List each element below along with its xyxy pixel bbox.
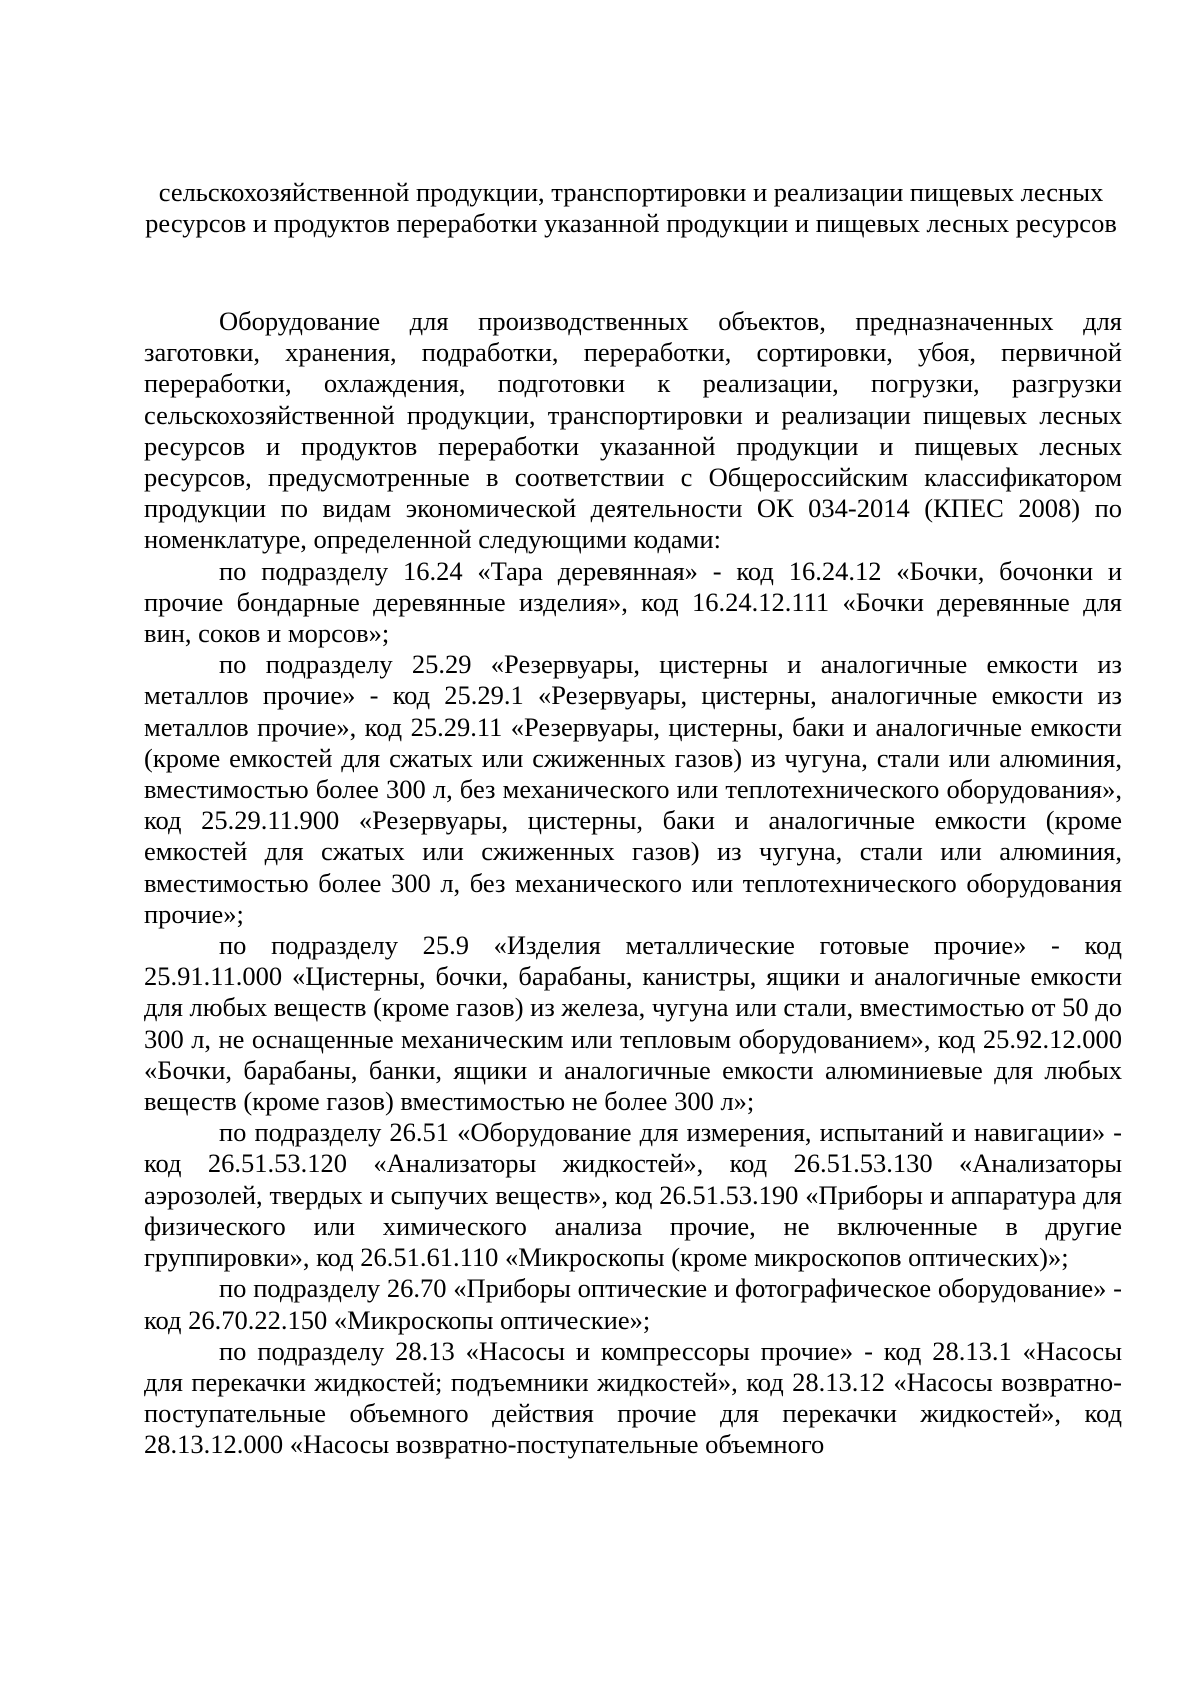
document-body	[144, 306, 1122, 1461]
paragraph-16-24: по подразделу 16.24 «Тара деревянная» - код 16.24.12 «Бочки, бочонки и прочие бондарные деревянные изделия», код 16.24.12.111 «Бочки деревянные для вин, соков и морсов»;	[144, 555, 1122, 649]
paragraph-25-29: по подразделу 25.29 «Резервуары, цистерны и аналогичные емкости из металлов прочие» - код 25.29.1 «Резервуары, цистерны, аналогичные емкости из металлов прочие», код 25.29.11 «Резервуары, цистерны, баки и аналогичные емкости (кроме емкостей для сжатых или сжиженных газов) из чугуна, стали или алюминия, вместимостью более 300 л, без механического или теплотехнического оборудования», код 25.29.11.900 «Резервуары, цистерны, баки и аналогичные емкости (кроме емкостей для сжатых или сжиженных газов) из чугуна, стали или алюминия, вместимостью более 300 л, без механического или теплотехнического оборудования прочие»;	[144, 649, 1122, 929]
paragraph-25-9: по подразделу 25.9 «Изделия металлические готовые прочие» - код 25.91.11.000 «Цистерны, бочки, барабаны, канистры, ящики и аналогичные емкости для любых веществ (кроме газов) из железа, чугуна или стали, вместимостью от 50 до 300 л, не оснащенные механическим или тепловым оборудованием», код 25.92.12.000 «Бочки, барабаны, банки, ящики и аналогичные емкости алюминиевые для любых веществ (кроме газов) вместимостью не более 300 л»;	[144, 930, 1122, 1117]
paragraph-26-51: по подразделу 26.51 «Оборудование для измерения, испытаний и навигации» - код 26.51.53.120 «Анализаторы жидкостей», код 26.51.53.130 «Анализаторы аэрозолей, твердых и сыпучих веществ», код 26.51.53.190 «Приборы и аппаратура для физического или химического анализа прочие, не включенные в другие группировки», код 26.51.61.110 «Микроскопы (кроме микроскопов оптических)»;	[144, 1117, 1122, 1273]
section-heading: сельскохозяйственной продукции, транспортировки и реализации пищевых лесных ресурсов и продуктов переработки указанной продукции и пищевых лесных ресурсов	[145, 177, 1117, 238]
paragraph-28-13: по подразделу 28.13 «Насосы и компрессоры прочие» - код 28.13.1 «Насосы для перекачки жидкостей; подъемники жидкостей», код 28.13.12 «Насосы возвратно-поступательные объемного действия прочие для перекачки жидкостей», код 28.13.12.000 «Насосы возвратно-поступательные объемного	[144, 1335, 1122, 1460]
paragraph-intro: Оборудование для производственных объектов, предназначенных для заготовки, хранения, подработки, переработки, сортировки, убоя, первичной переработки, охлаждения, подготовки к реализации, погрузки, разгрузки сельскохозяйственной продукции, транспортировки и реализации пищевых лесных ресурсов и продуктов переработки указанной продукции и пищевых лесных ресурсов, предусмотренные в соответствии с Общероссийским классификатором продукции по видам экономической деятельности ОК 034-2014 (КПЕС 2008) по номенклатуре, определенной следующими кодами:	[144, 306, 1122, 555]
paragraph-26-70: по подразделу 26.70 «Приборы оптические и фотографическое оборудование» - код 26.70.22.150 «Микроскопы оптические»;	[144, 1273, 1122, 1335]
